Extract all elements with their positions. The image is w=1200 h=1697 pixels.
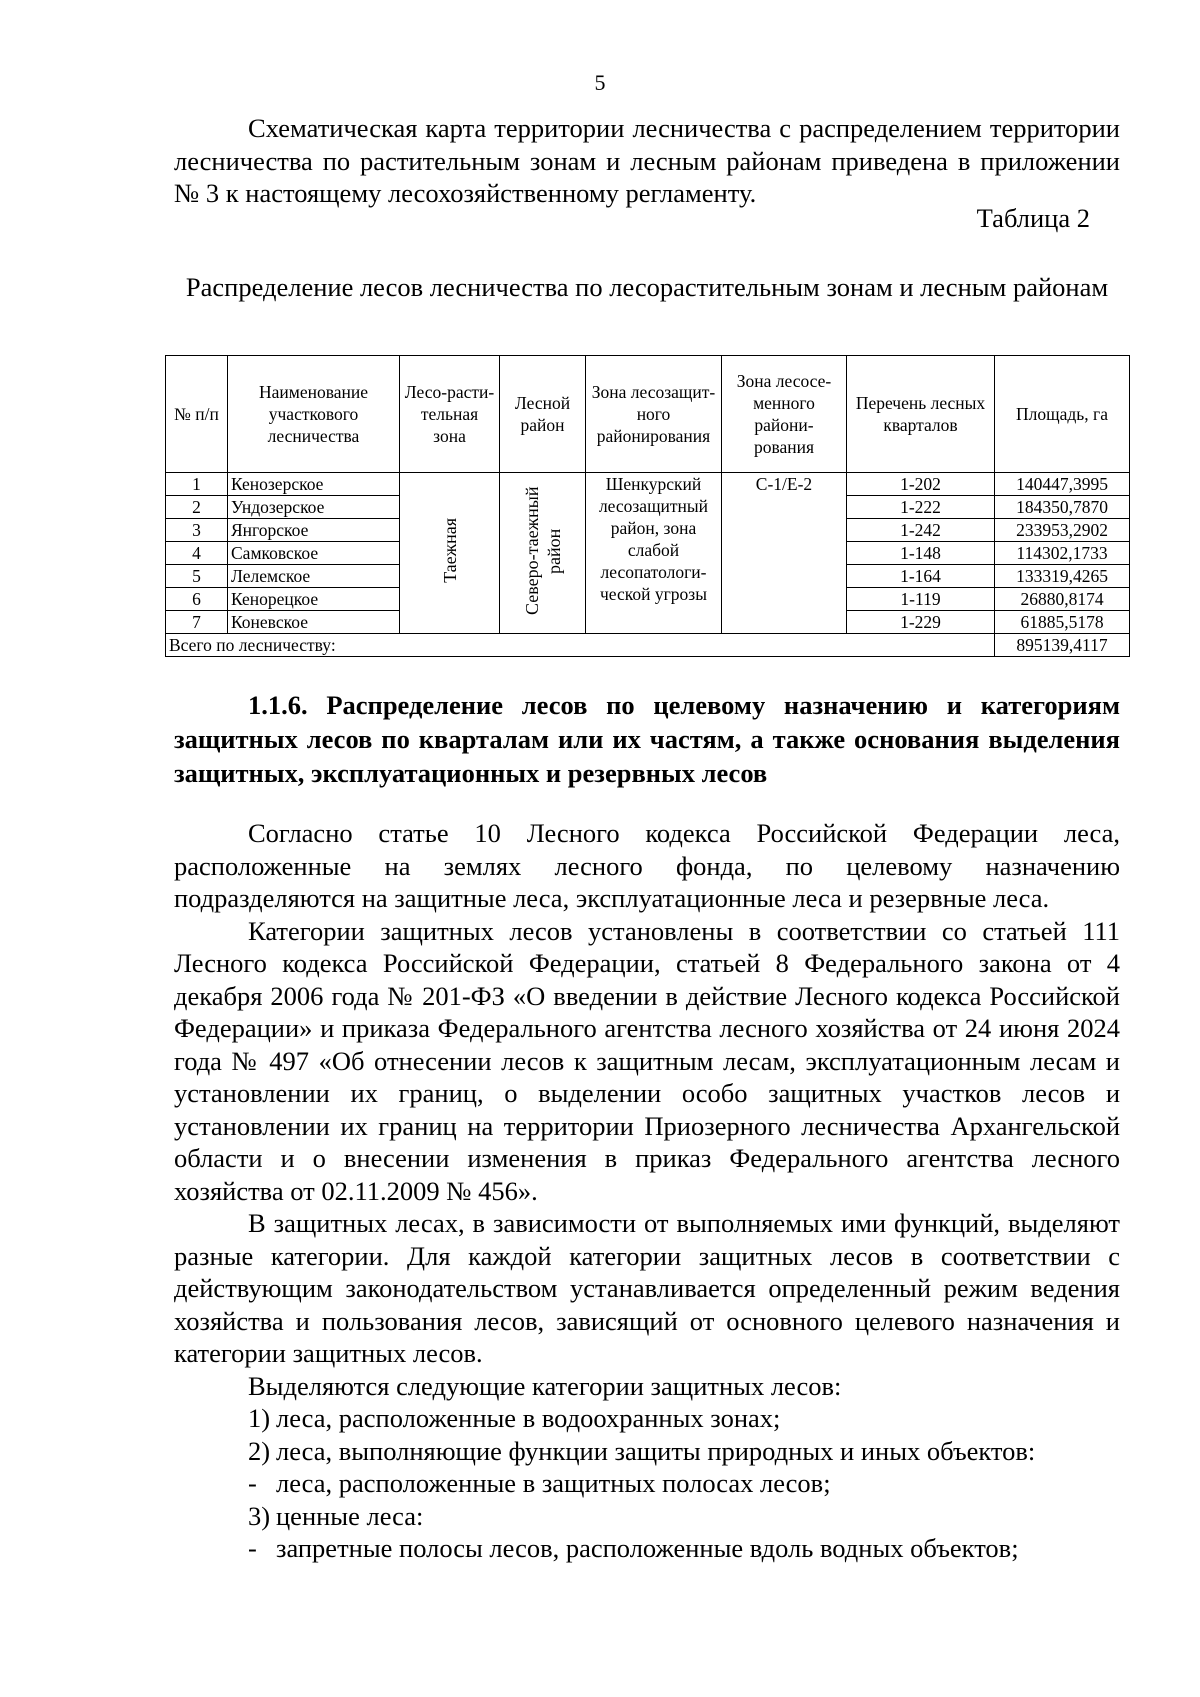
- cell-zone-merged: [400, 473, 500, 634]
- list-marker: -: [248, 1468, 257, 1498]
- header-area: Площадь, га: [995, 356, 1130, 473]
- table-header-row: [166, 356, 1130, 473]
- cell-name: Коневское: [228, 611, 400, 634]
- intro-paragraph: [174, 112, 1120, 210]
- header-quarters: Перечень лесных кварталов: [847, 356, 995, 473]
- cell-name: Кенозерское: [228, 473, 400, 496]
- list-marker: -: [248, 1533, 257, 1563]
- paragraph-3: В защитных лесах, в зависимости от выполняемых ими функций, выделяют разные категории. Для каждой категории защитных лесов в соответствии с действующим законодательством устанавливается определенный режим ведения хозяйства и пользования лесов, зависящий от основного целевого назначения и категории защитных лесов.: [174, 1208, 1120, 1368]
- list-item: [174, 1500, 1120, 1533]
- table-row: [166, 473, 1130, 496]
- cell-quarters: 1-119: [847, 588, 995, 611]
- cell-district-merged: [500, 473, 586, 634]
- cell-name: Ундозерское: [228, 496, 400, 519]
- list-marker: 1): [248, 1403, 271, 1433]
- cell-quarters: 1-164: [847, 565, 995, 588]
- total-area: 895139,4117: [995, 634, 1130, 657]
- cell-area: 61885,5178: [995, 611, 1130, 634]
- list-text: леса, расположенные в водоохранных зонах;: [276, 1403, 781, 1433]
- district-text: Северо-таежный район: [521, 486, 564, 615]
- cell-area: 26880,8174: [995, 588, 1130, 611]
- cell-area: 233953,2902: [995, 519, 1130, 542]
- cell-num: 7: [166, 611, 228, 634]
- list-item: [174, 1435, 1120, 1468]
- table-label: Таблица 2: [976, 203, 1090, 233]
- list-item: [174, 1402, 1120, 1435]
- zone-text: Таежная: [439, 518, 460, 583]
- cell-quarters: 1-229: [847, 611, 995, 634]
- body-text: [174, 817, 1120, 1565]
- cell-area: 133319,4265: [995, 565, 1130, 588]
- header-name: Наименование участкового лесничества: [228, 356, 400, 473]
- header-zone: Лесо-расти-тельная зона: [400, 356, 500, 473]
- cell-area: 140447,3995: [995, 473, 1130, 496]
- cell-area: 114302,1733: [995, 542, 1130, 565]
- intro-text: Схематическая карта территории лесничества с распределением территории лесничества по растительным зонам и лесным районам приведена в приложении № 3 к настоящему лесохозяйственному регламенту.: [174, 113, 1120, 208]
- header-num: № п/п: [166, 356, 228, 473]
- list-text: запретные полосы лесов, расположенные вдоль водных объектов;: [276, 1533, 1019, 1563]
- list-item: [174, 1467, 1120, 1500]
- header-protective-zone: Зона лесозащит-ного районирования: [586, 356, 722, 473]
- table-total-row: [166, 634, 1130, 657]
- cell-seed-zone-merged: С-1/Е-2: [722, 473, 847, 634]
- cell-quarters: 1-148: [847, 542, 995, 565]
- page-number: 5: [594, 70, 606, 95]
- cell-num: 1: [166, 473, 228, 496]
- cell-area: 184350,7870: [995, 496, 1130, 519]
- list-marker: 2): [248, 1435, 271, 1466]
- cell-name: Кенорецкое: [228, 588, 400, 611]
- cell-quarters: 1-242: [847, 519, 995, 542]
- cell-num: 4: [166, 542, 228, 565]
- cell-name: Самковское: [228, 542, 400, 565]
- cell-name: Лелемское: [228, 565, 400, 588]
- forest-distribution-table: [165, 355, 1130, 657]
- paragraph-2: Категории защитных лесов установлены в соответствии со статьей 111 Лесного кодекса Российской Федерации, статьей 8 Федерального закона от 4 декабря 2006 года № 201-ФЗ «О введении в действие Лесного кодекса Российской Федерации» и приказа Федерального агентства лесного хозяйства от 24 июня 2024 года № 497 «Об отнесении лесов к защитным лесам, эксплуатационным лесам и установлении их границ, о выделении особо защитных участков лесов и установлении их границ на территории Приозерного лесничества Архангельской области и о внесении изменения в приказ Федерального агентства лесного хозяйства от 02.11.2009 № 456».: [174, 915, 1120, 1206]
- cell-protective-zone-merged: Шенкурский лесозащитный район, зона слабой лесопатологи-ческой угрозы: [586, 473, 722, 634]
- cell-num: 6: [166, 588, 228, 611]
- table-caption: Распределение лесов лесничества по лесорастительным зонам и лесным районам: [185, 272, 1109, 302]
- section-heading: 1.1.6. Распределение лесов по целевому назначению и категориям защитных лесов по кварталам или их частям, а также основания выделения защитных, эксплуатационных и резервных лесов: [174, 690, 1120, 788]
- list-item: [174, 1532, 1120, 1565]
- paragraph-1: Согласно статье 10 Лесного кодекса Российской Федерации леса, расположенные на землях лесного фонда, по целевому назначению подразделяются на защитные леса, эксплуатационные леса и резервные леса.: [174, 818, 1120, 913]
- cell-num: 2: [166, 496, 228, 519]
- cell-name: Янгорское: [228, 519, 400, 542]
- cell-quarters: 1-222: [847, 496, 995, 519]
- list-text: леса, расположенные в защитных полосах лесов;: [276, 1468, 831, 1498]
- cell-num: 5: [166, 565, 228, 588]
- list-text: ценные леса:: [276, 1500, 424, 1531]
- header-district: Лесной район: [500, 356, 586, 473]
- total-label: Всего по лесничеству:: [166, 634, 995, 657]
- list-text: леса, выполняющие функции защиты природных и иных объектов:: [276, 1435, 1036, 1466]
- cell-num: 3: [166, 519, 228, 542]
- cell-quarters: 1-202: [847, 473, 995, 496]
- list-marker: 3): [248, 1500, 271, 1531]
- header-seed-zone: Зона лесосе-менного райони-рования: [722, 356, 847, 473]
- paragraph-4: Выделяются следующие категории защитных лесов:: [248, 1370, 842, 1401]
